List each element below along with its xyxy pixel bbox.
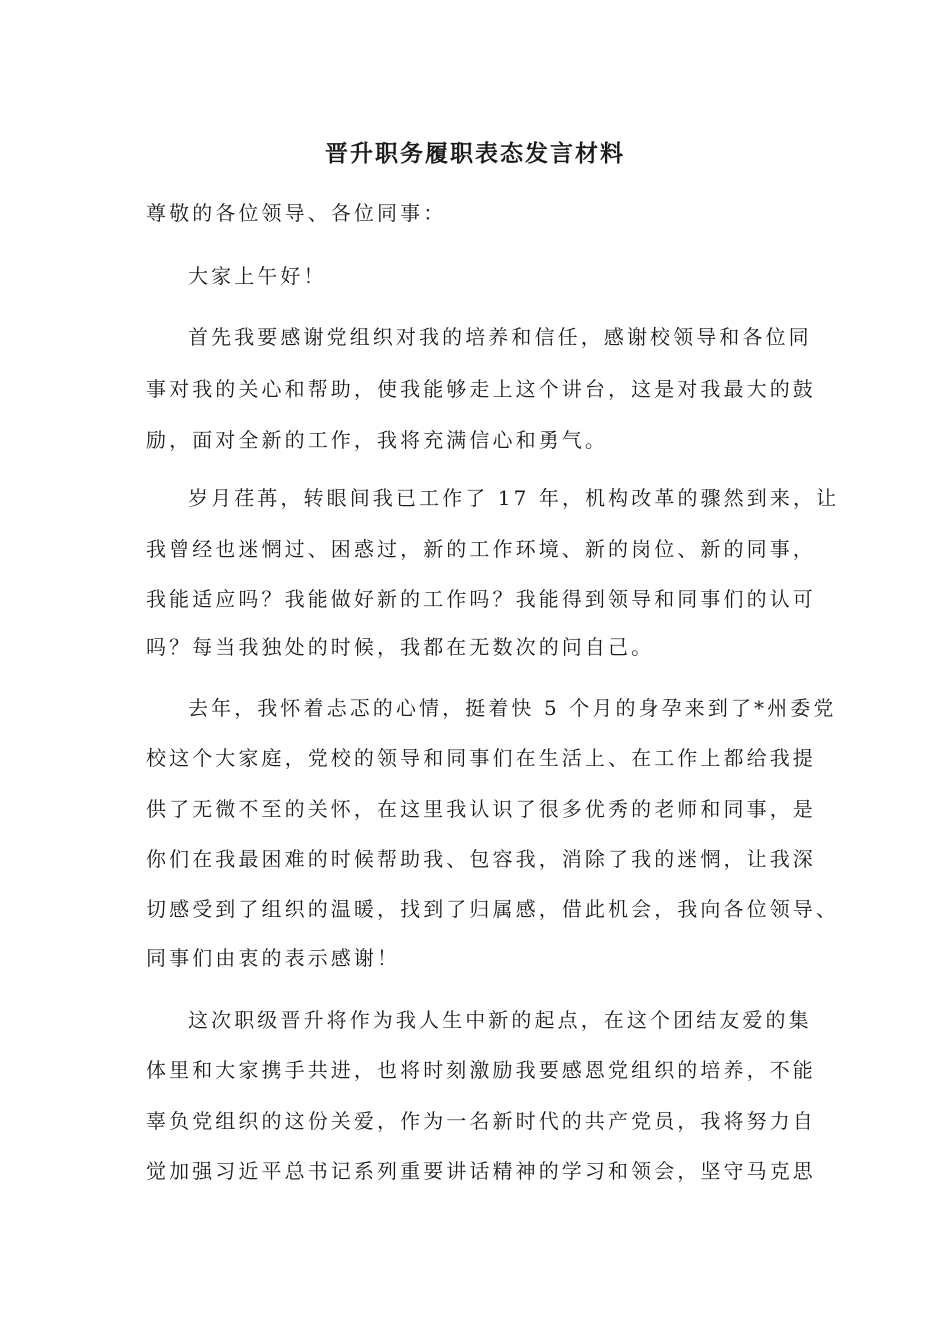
document-title: 晋升职务履职表态发言材料 xyxy=(325,140,625,167)
paragraph-2-line: 我曾经也迷惘过、困惑过，新的工作环境、新的岗位、新的同事， xyxy=(146,537,816,561)
paragraph-3-line: 供了无微不至的关怀，在这里我认识了很多优秀的老师和同事，是 xyxy=(146,797,816,821)
paragraph-4-line: 这次职级晋升将作为我人生中新的起点，在这个团结友爱的集 xyxy=(188,1008,812,1032)
paragraph-3-line: 你们在我最困难的时候帮助我、包容我，消除了我的迷惘，让我深 xyxy=(146,847,816,871)
paragraph-3-line: 切感受到了组织的温暖，找到了归属感，借此机会，我向各位领导、 xyxy=(146,897,839,921)
paragraph-2-line: 我能适应吗？我能做好新的工作吗？我能得到领导和同事们的认可 xyxy=(146,587,816,611)
paragraph-4-line: 体里和大家携手共进，也将时刻激励我要感恩党组织的培养，不能 xyxy=(146,1058,816,1082)
greeting: 大家上午好！ xyxy=(188,264,327,288)
paragraph-1-line: 事对我的关心和帮助，使我能够走上这个讲台，这是对我最大的鼓 xyxy=(146,377,816,401)
paragraph-4-line: 辜负党组织的这份关爱，作为一名新时代的共产党员，我将努力自 xyxy=(146,1109,816,1133)
paragraph-1-line: 励，面对全新的工作，我将充满信心和勇气。 xyxy=(146,428,608,452)
salutation: 尊敬的各位领导、各位同事： xyxy=(146,201,447,225)
paragraph-3-line: 去年，我怀着忐忑的心情，挺着快 5 个月的身孕来到了*州委党 xyxy=(188,696,837,720)
paragraph-4-line: 觉加强习近平总书记系列重要讲话精神的学习和领会，坚守马克思 xyxy=(146,1159,816,1183)
paragraph-3-line: 校这个大家庭，党校的领导和同事们在生活上、在工作上都给我提 xyxy=(146,746,816,770)
paragraph-3-line: 同事们由衷的表示感谢！ xyxy=(146,946,401,970)
paragraph-1-line: 首先我要感谢党组织对我的培养和信任，感谢校领导和各位同 xyxy=(188,325,812,349)
paragraph-2-line: 吗？每当我独处的时候，我都在无数次的问自己。 xyxy=(146,635,655,659)
paragraph-2-line: 岁月荏苒，转眼间我已工作了 17 年，机构改革的骤然到来，让 xyxy=(188,486,840,510)
